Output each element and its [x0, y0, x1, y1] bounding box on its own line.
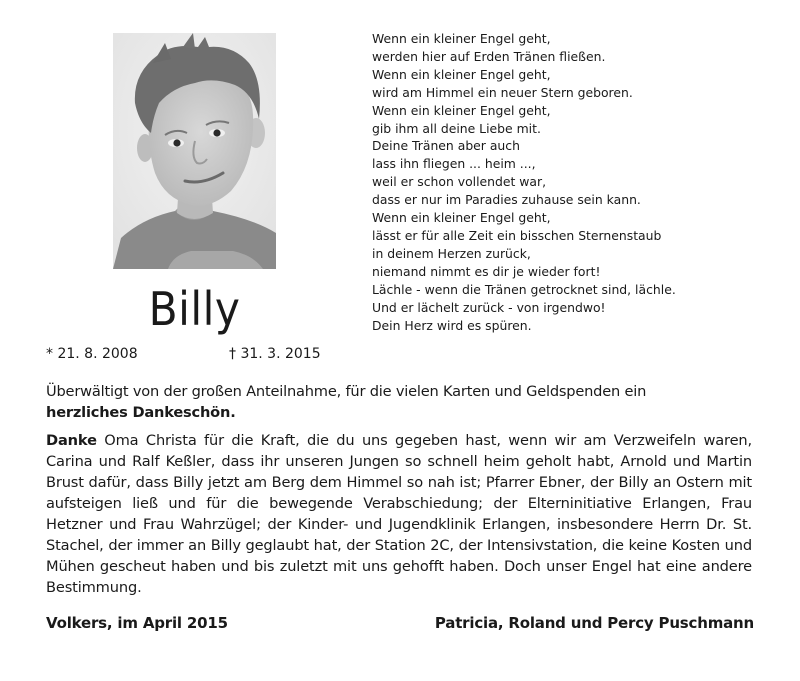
thanks-body-text: Oma Christa für die Kraft, die du uns gegeben hast, wenn wir am Verzweifeln waren, Carina und Ralf Keßler, dass ihr unseren Jungen so schnell heim geholt habt, Arnold und Martin Brust dafür, dass Billy jetzt am Berg dem Himmel so nah ist; Pfarrer Ebner, der Billy an Ostern mit aufsteigen ließ und für die bewegende Verabschiedung; der Elterninitiative Erlangen, Frau Hetzner und Frau Wahrzügel; der Kinder- und Jugendklinik Erlangen, insbesondere Herrn Dr. St. Stachel, der immer an Billy geglaubt hat, der Station 2C, der Intensivstation, die keine Kosten und Mühen gescheut haben und bis zuletzt mit uns gehofft haben. Doch unser Engel hat eine andere Bestimmung. [46, 432, 752, 596]
poem-line: Wenn ein kleiner Engel geht, [372, 210, 551, 226]
poem-line: in deinem Herzen zurück, [372, 245, 531, 261]
thanks-intro [46, 381, 756, 423]
signatories: Patricia, Roland und Percy Puschmann [434, 614, 754, 632]
poem-line: Dein Herz wird es spüren. [372, 317, 532, 333]
portrait-image [113, 33, 276, 269]
thanks-intro-bold: herzliches Dankeschön. [46, 404, 236, 421]
death-date: † 31. 3. 2015 [229, 346, 321, 362]
poem-line: Wenn ein kleiner Engel geht, [372, 66, 551, 82]
poem-line: lässt er für alle Zeit ein bisschen Sternenstaub [372, 227, 662, 243]
thanks-paragraph [46, 430, 752, 598]
poem-line: Wenn ein kleiner Engel geht, [372, 102, 551, 118]
deceased-name: Billy [148, 282, 241, 336]
portrait-photo [113, 33, 276, 269]
poem-line: werden hier auf Erden Tränen fließen. [372, 48, 606, 64]
poem-line: lass ihn fliegen ... heim ..., [372, 156, 536, 172]
memorial-poem [372, 30, 692, 334]
poem-line: Wenn ein kleiner Engel geht, [372, 31, 551, 46]
place-and-date: Volkers, im April 2015 [46, 614, 228, 632]
thanks-body-lead: Danke [46, 432, 97, 449]
life-dates [46, 344, 346, 364]
poem-line: gib ihm all deine Liebe mit. [372, 120, 541, 136]
poem-line: wird am Himmel ein neuer Stern geboren. [372, 84, 633, 100]
poem-line: weil er schon vollendet war, [372, 174, 547, 190]
poem-line: Und er lächelt zurück - von irgendwo! [372, 299, 606, 315]
poem-line: Deine Tränen aber auch [372, 138, 520, 154]
poem-line: niemand nimmt es dir je wieder fort! [372, 263, 601, 279]
poem-line: Lächle - wenn die Tränen getrocknet sind, lächle. [372, 281, 676, 297]
thanks-intro-text: Überwältigt von der großen Anteilnahme, für die vielen Karten und Geldspenden ein [46, 383, 647, 400]
poem-line: dass er nur im Paradies zuhause sein kann. [372, 192, 641, 208]
birth-date: * 21. 8. 2008 [46, 346, 138, 362]
